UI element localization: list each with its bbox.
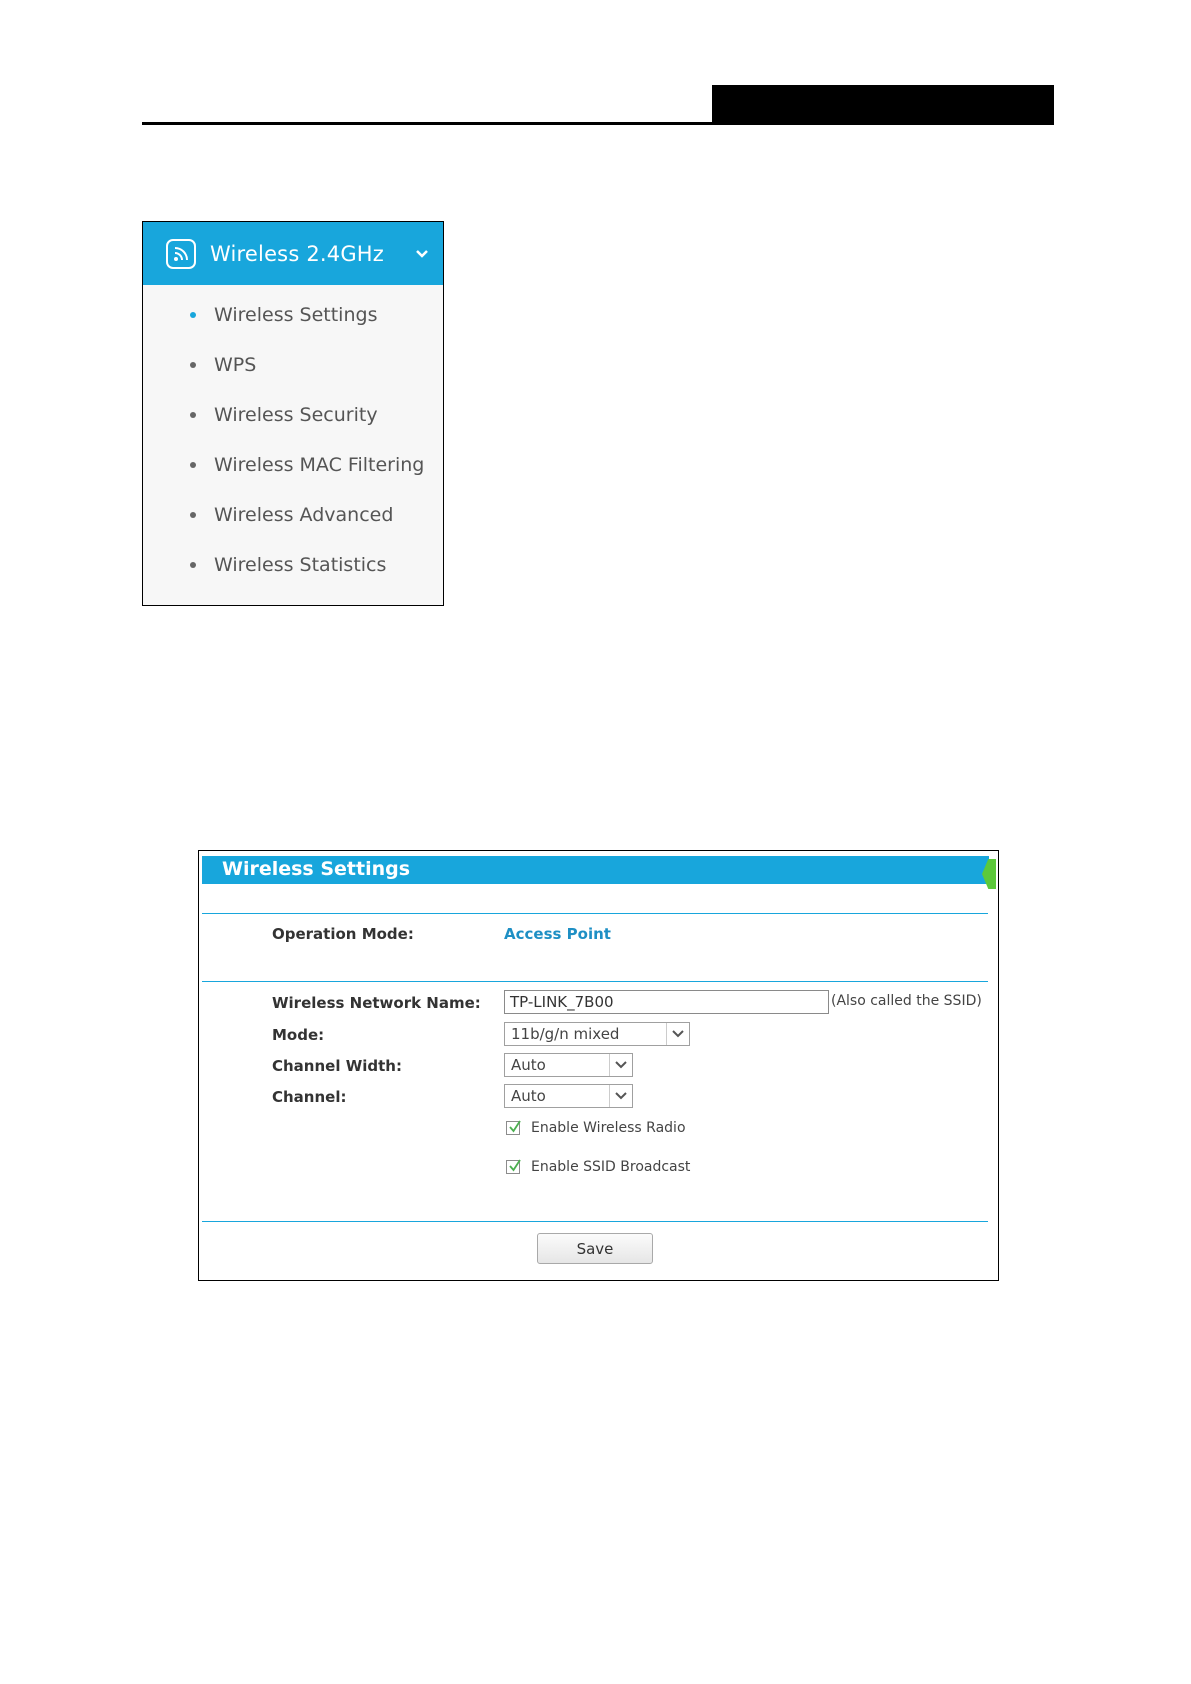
enable-wireless-radio-row bbox=[506, 1120, 686, 1136]
bullet-icon bbox=[190, 512, 196, 518]
mode-select-value: 11b/g/n mixed bbox=[511, 1025, 620, 1043]
wireless-settings-panel bbox=[198, 850, 999, 1281]
mode-select[interactable] bbox=[504, 1022, 690, 1046]
menu-item-wps[interactable] bbox=[143, 340, 443, 390]
mode-label: Mode: bbox=[272, 1026, 325, 1044]
menu-item-label: Wireless Statistics bbox=[214, 554, 387, 576]
network-name-input[interactable]: TP-LINK_7B00 bbox=[504, 990, 829, 1014]
settings-title-bar bbox=[202, 856, 989, 884]
bullet-icon bbox=[190, 562, 196, 568]
enable-ssid-broadcast-row bbox=[506, 1159, 690, 1175]
chevron-down-icon[interactable] bbox=[415, 247, 429, 261]
channel-select[interactable] bbox=[504, 1084, 633, 1108]
operation-mode-value: Access Point bbox=[504, 925, 611, 943]
save-button[interactable]: Save bbox=[537, 1233, 653, 1264]
menu-list bbox=[143, 290, 443, 590]
separator bbox=[202, 981, 988, 982]
enable-ssid-broadcast-checkbox[interactable] bbox=[506, 1160, 520, 1174]
enable-ssid-broadcast-label: Enable SSID Broadcast bbox=[531, 1159, 691, 1175]
menu-item-wireless-security[interactable] bbox=[143, 390, 443, 440]
menu-item-label: Wireless Advanced bbox=[214, 504, 394, 526]
channel-width-select-value: Auto bbox=[511, 1056, 546, 1074]
ssid-note: (Also called the SSID) bbox=[831, 993, 982, 1009]
menu-title: Wireless 2.4GHz bbox=[210, 241, 385, 266]
menu-item-wireless-mac-filtering[interactable] bbox=[143, 440, 443, 490]
network-name-label: Wireless Network Name: bbox=[272, 994, 481, 1012]
menu-item-label: Wireless Security bbox=[214, 404, 378, 426]
settings-title: Wireless Settings bbox=[222, 858, 411, 880]
channel-select-value: Auto bbox=[511, 1087, 546, 1105]
menu-item-label: Wireless Settings bbox=[214, 304, 378, 326]
channel-label: Channel: bbox=[272, 1088, 347, 1106]
separator bbox=[202, 1221, 988, 1222]
menu-item-wireless-settings[interactable] bbox=[143, 290, 443, 340]
menu-item-wireless-advanced[interactable] bbox=[143, 490, 443, 540]
wireless-menu-panel bbox=[142, 221, 444, 606]
bullet-icon bbox=[190, 362, 196, 368]
channel-width-select[interactable] bbox=[504, 1053, 633, 1077]
enable-wireless-radio-checkbox[interactable] bbox=[506, 1121, 520, 1135]
operation-mode-label: Operation Mode: bbox=[272, 925, 414, 943]
channel-width-label: Channel Width: bbox=[272, 1057, 402, 1075]
wireless-menu-header[interactable] bbox=[143, 222, 443, 285]
chevron-down-icon bbox=[666, 1023, 689, 1045]
bullet-icon bbox=[190, 312, 196, 318]
enable-wireless-radio-label: Enable Wireless Radio bbox=[531, 1120, 686, 1136]
menu-item-label: Wireless MAC Filtering bbox=[214, 454, 425, 476]
header-rule bbox=[142, 122, 1054, 125]
menu-item-wireless-statistics[interactable] bbox=[143, 540, 443, 590]
chevron-down-icon bbox=[609, 1085, 632, 1107]
chevron-down-icon bbox=[609, 1054, 632, 1076]
wifi-icon bbox=[166, 239, 196, 269]
header-block bbox=[712, 85, 1054, 125]
bullet-icon bbox=[190, 462, 196, 468]
bullet-icon bbox=[190, 412, 196, 418]
separator bbox=[202, 913, 988, 914]
menu-item-label: WPS bbox=[214, 354, 257, 376]
